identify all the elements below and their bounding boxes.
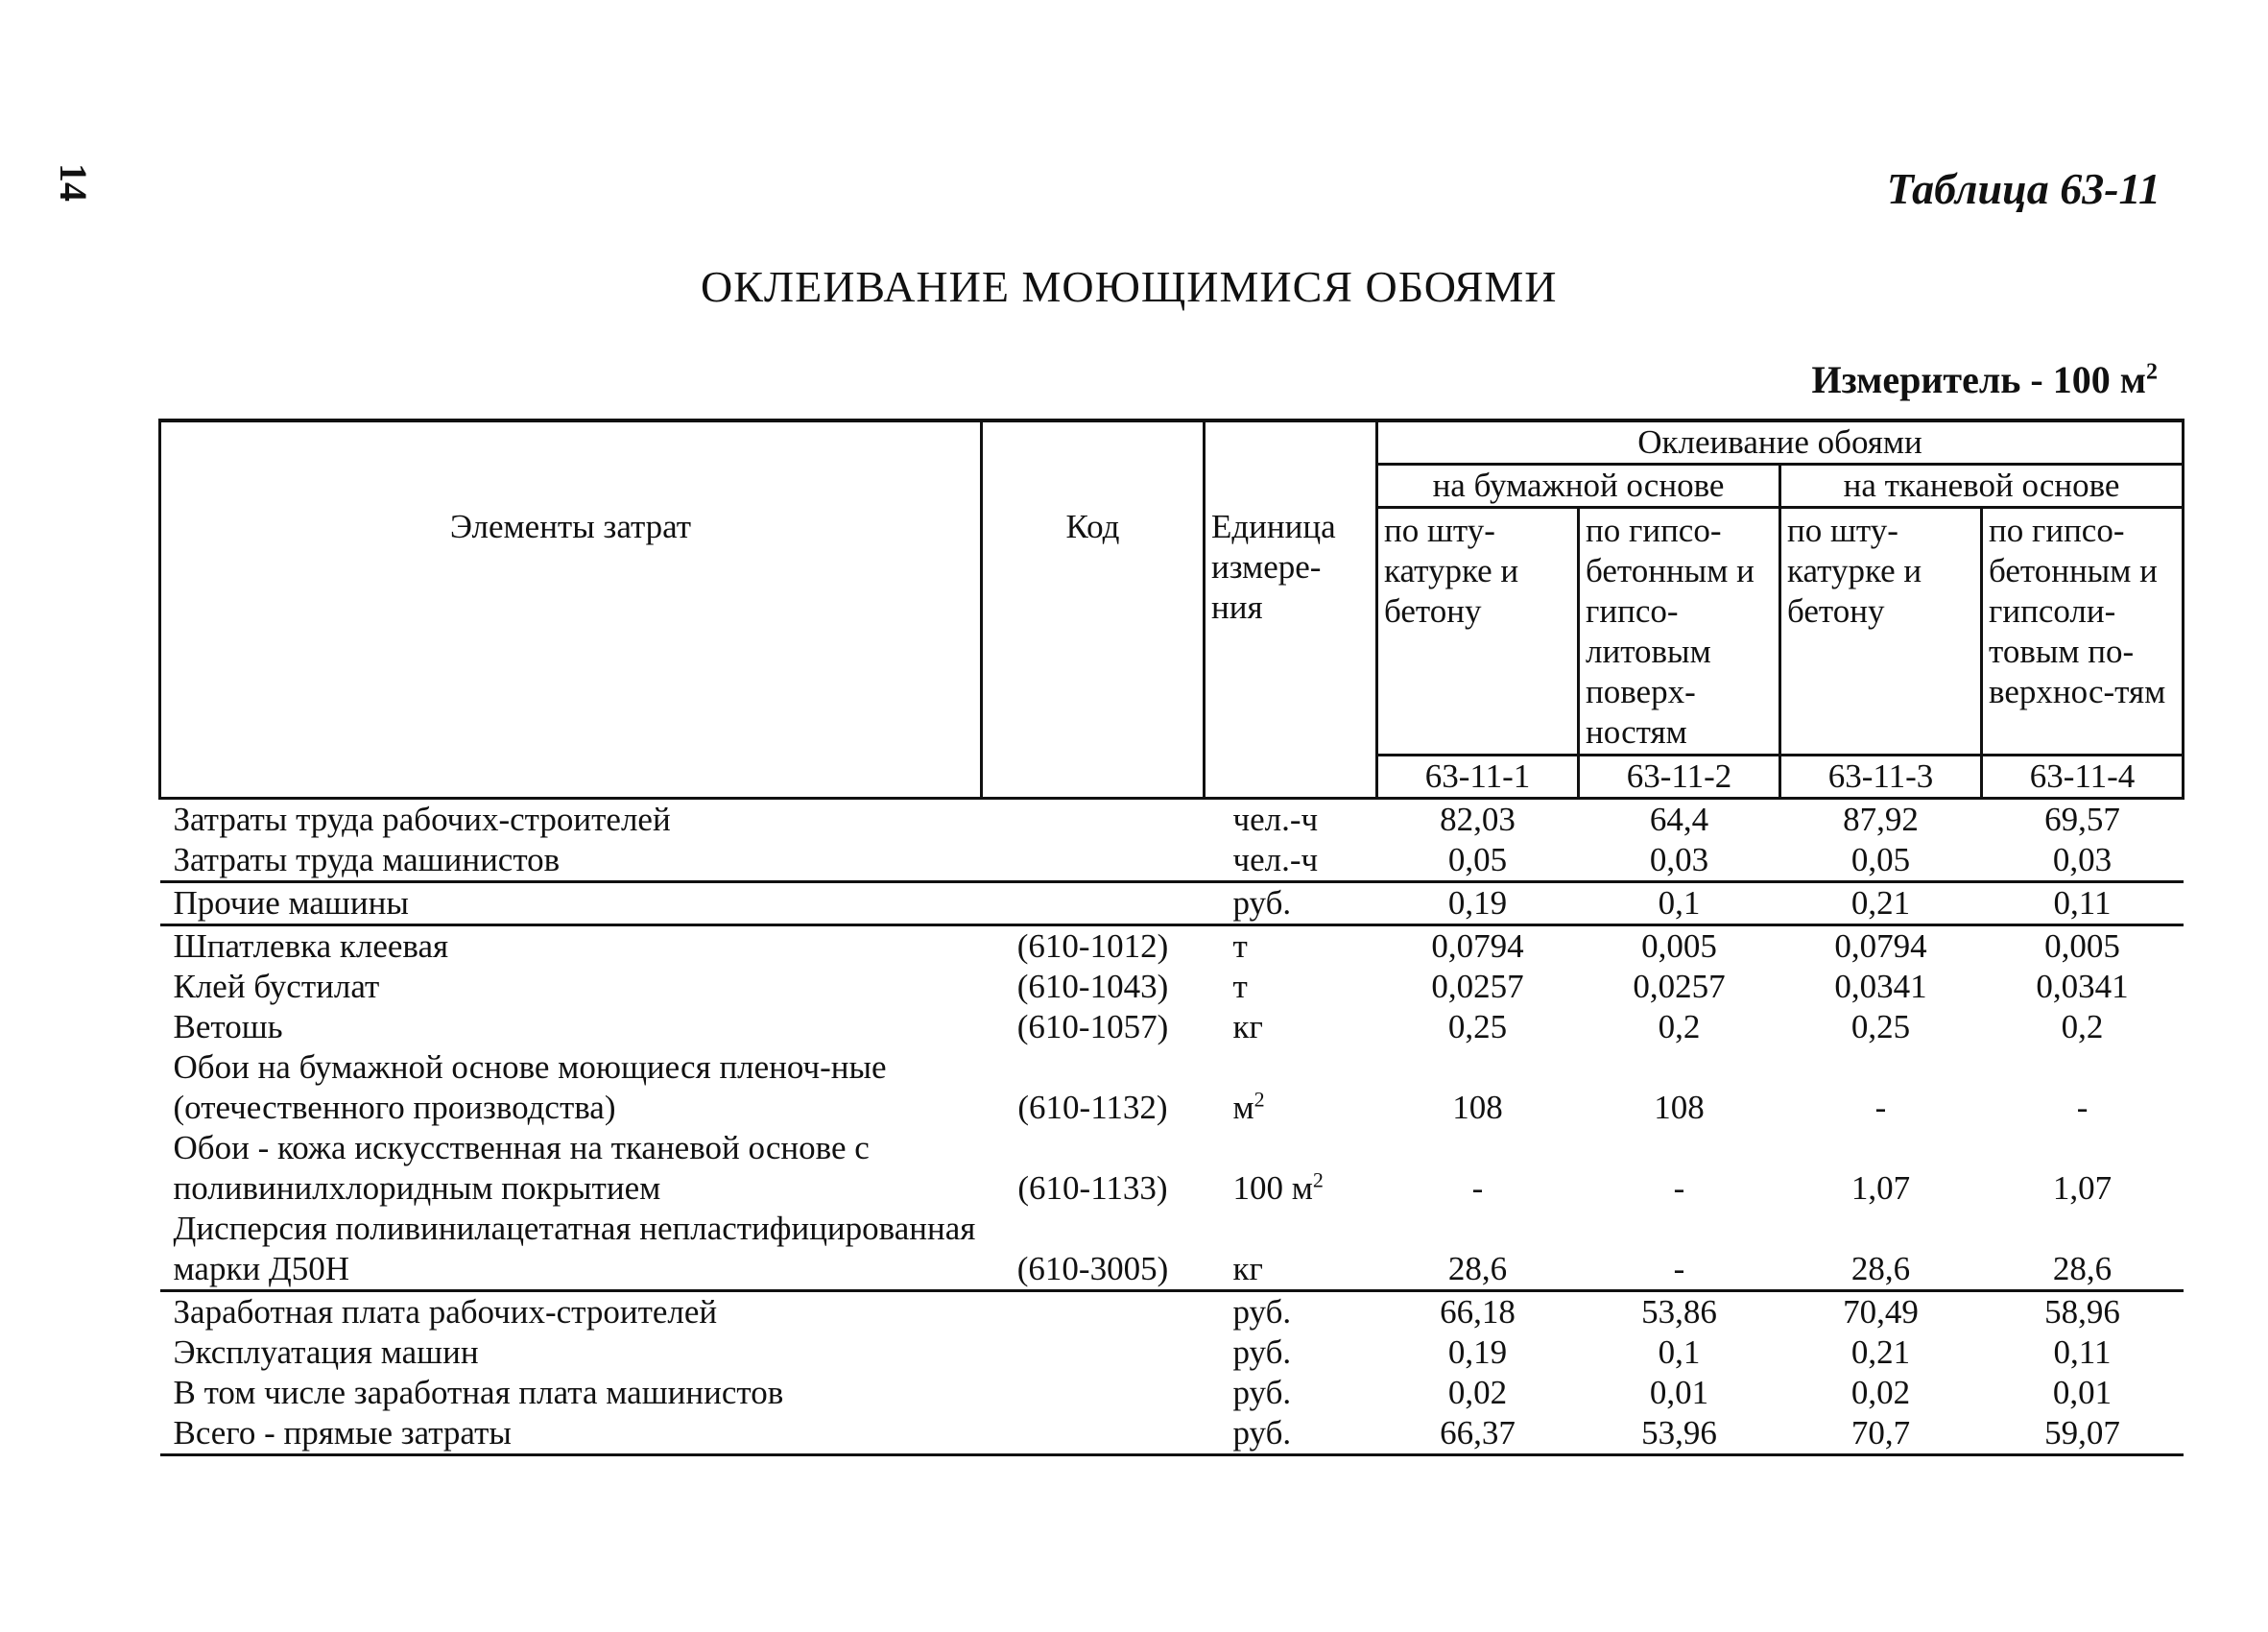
table-row bbox=[160, 1373, 2184, 1413]
document-title: ОКЛЕИВАНИЕ МОЮЩИМИСЯ ОБОЯМИ bbox=[701, 262, 1558, 311]
header-code-3: 63-11-3 bbox=[1780, 756, 1982, 799]
row-name: Всего - прямые затраты bbox=[160, 1413, 982, 1455]
row-code bbox=[982, 1291, 1205, 1333]
row-value-3: 0,0794 bbox=[1834, 927, 1927, 965]
row-value-2: 0,2 bbox=[1658, 1008, 1701, 1045]
row-code: (610-3005) bbox=[982, 1209, 1205, 1291]
table-row bbox=[160, 1128, 2184, 1209]
row-value-2: 64,4 bbox=[1649, 801, 1709, 838]
row-value-2: - bbox=[1579, 1209, 1780, 1291]
row-value-1: 66,37 bbox=[1377, 1413, 1579, 1455]
row-value-2: 0,0257 bbox=[1633, 968, 1726, 1005]
row-name: Клей бустилат bbox=[173, 968, 380, 1005]
row-value-3: 70,49 bbox=[1843, 1293, 1919, 1331]
header-code-1: 63-11-1 bbox=[1377, 756, 1579, 799]
row-value-1: 82,03 bbox=[1440, 801, 1516, 838]
table-row bbox=[160, 1209, 2184, 1291]
row-value-2: 53,96 bbox=[1579, 1413, 1780, 1455]
row-value-4: 59,07 bbox=[1982, 1413, 2184, 1455]
row-code: (610-1057) bbox=[1016, 1008, 1169, 1045]
row-value-3: 0,05 bbox=[1780, 840, 1982, 882]
row-value-2: 0,03 bbox=[1579, 840, 1780, 882]
row-value-3: 0,25 bbox=[1850, 1008, 1911, 1045]
row-value-4: 69,57 bbox=[2044, 801, 2120, 838]
header-col-2: по гипсо-бетонным и гипсо-литовым поверх-ностям bbox=[1579, 508, 1780, 756]
row-code bbox=[982, 1373, 1205, 1413]
table-label: Таблица 63-11 bbox=[1886, 164, 2161, 213]
table-row bbox=[160, 1291, 2184, 1333]
row-name: Ветошь bbox=[173, 1008, 283, 1045]
row-unit bbox=[1205, 1047, 1377, 1128]
table-row bbox=[160, 840, 2184, 882]
row-unit: руб. bbox=[1232, 1293, 1292, 1331]
row-value-4: 28,6 bbox=[1982, 1209, 2184, 1291]
row-name: Заработная плата рабочих-строителей bbox=[173, 1293, 718, 1331]
row-value-1: 0,19 bbox=[1377, 882, 1579, 925]
row-value-3: 0,02 bbox=[1850, 1374, 1911, 1411]
header-sub-fabric: на тканевой основе bbox=[1780, 465, 2184, 508]
row-value-3: 70,7 bbox=[1780, 1413, 1982, 1455]
table-row bbox=[160, 1332, 2184, 1373]
row-code bbox=[982, 1413, 1205, 1455]
row-value-3: - bbox=[1874, 1089, 1887, 1126]
row-code: (610-1132) bbox=[1017, 1089, 1168, 1126]
cost-table bbox=[158, 419, 2184, 1456]
table-row bbox=[160, 799, 2184, 841]
unit-sup: 2 bbox=[1253, 1087, 1265, 1112]
header-elements: Элементы затрат bbox=[160, 420, 982, 799]
row-value-1: 0,02 bbox=[1447, 1374, 1508, 1411]
row-value-4: 0,11 bbox=[1982, 882, 2184, 925]
row-value-1: 0,0257 bbox=[1431, 968, 1524, 1005]
row-value-1: - bbox=[1471, 1169, 1484, 1207]
row-value-1: 0,25 bbox=[1447, 1008, 1508, 1045]
row-value-2: 108 bbox=[1654, 1089, 1705, 1126]
row-name: Обои - кожа искусственная на тканевой основе с поливинилхлоридным покрытием bbox=[173, 1129, 870, 1207]
header-sub-paper: на бумажной основе bbox=[1377, 465, 1780, 508]
header-code: Код bbox=[982, 420, 1205, 799]
row-value-2: 0,1 bbox=[1579, 882, 1780, 925]
row-value-3: 87,92 bbox=[1843, 801, 1919, 838]
row-value-4: 0,03 bbox=[1982, 840, 2184, 882]
row-code: (610-1133) bbox=[1017, 1169, 1168, 1207]
unit-sup: 2 bbox=[1312, 1167, 1324, 1192]
page-number: 14 bbox=[52, 163, 95, 202]
table-row bbox=[160, 1007, 2184, 1047]
row-name: Прочие машины bbox=[160, 882, 982, 925]
row-code bbox=[982, 882, 1205, 925]
row-unit bbox=[1205, 1128, 1377, 1209]
row-value-4: 0,2 bbox=[2061, 1008, 2104, 1045]
row-code bbox=[982, 1332, 1205, 1373]
row-unit: т bbox=[1232, 927, 1248, 965]
header-code-2: 63-11-2 bbox=[1579, 756, 1780, 799]
row-unit: кг bbox=[1205, 1209, 1377, 1291]
row-value-1: 0,19 bbox=[1447, 1333, 1508, 1371]
row-unit: кг bbox=[1232, 1008, 1263, 1045]
table-row bbox=[160, 882, 2184, 925]
row-name: Дисперсия поливинилацетатная непластифицированная марки Д50Н bbox=[160, 1209, 982, 1291]
row-unit: руб. bbox=[1205, 1413, 1377, 1455]
row-value-1: 66,18 bbox=[1440, 1293, 1516, 1331]
table-row bbox=[160, 1413, 2184, 1455]
row-value-2: 0,005 bbox=[1641, 927, 1717, 965]
row-unit: чел.-ч bbox=[1232, 801, 1319, 838]
row-value-2: 0,1 bbox=[1658, 1333, 1701, 1371]
row-unit: т bbox=[1232, 968, 1248, 1005]
header-code-4: 63-11-4 bbox=[1982, 756, 2184, 799]
row-name: Затраты труда машинистов bbox=[160, 840, 982, 882]
row-code: (610-1043) bbox=[1016, 968, 1169, 1005]
row-unit: руб. bbox=[1205, 882, 1377, 925]
row-name: Шпатлевка клеевая bbox=[173, 927, 449, 965]
measure-unit bbox=[1812, 357, 2158, 402]
row-unit: чел.-ч bbox=[1205, 840, 1377, 882]
row-value-1: 0,0794 bbox=[1431, 927, 1524, 965]
row-value-4: 1,07 bbox=[2052, 1169, 2113, 1207]
row-value-4: 0,005 bbox=[2044, 927, 2120, 965]
row-code bbox=[982, 840, 1205, 882]
row-value-3: 1,07 bbox=[1850, 1169, 1911, 1207]
header-group: Оклеивание обоями bbox=[1377, 420, 2184, 465]
table-row bbox=[160, 967, 2184, 1007]
measure-text: Измеритель - 100 м bbox=[1811, 358, 2146, 401]
row-value-1: 28,6 bbox=[1377, 1209, 1579, 1291]
row-value-2: 0,01 bbox=[1649, 1374, 1709, 1411]
row-value-3: 0,0341 bbox=[1834, 968, 1927, 1005]
header-col-1: по шту-катурке и бетону bbox=[1377, 508, 1579, 756]
row-name: В том числе заработная плата машинистов bbox=[173, 1374, 784, 1411]
header-unit: Единица измере-ния bbox=[1205, 420, 1377, 799]
table-row bbox=[160, 1047, 2184, 1128]
row-value-4: 0,0341 bbox=[2036, 968, 2129, 1005]
row-name: Затраты труда рабочих-строителей bbox=[173, 801, 671, 838]
row-value-4: 0,11 bbox=[2053, 1333, 2112, 1371]
measure-sup: 2 bbox=[2146, 359, 2158, 385]
row-value-3: 0,21 bbox=[1850, 1333, 1911, 1371]
table-row bbox=[160, 925, 2184, 968]
row-value-1: 0,05 bbox=[1377, 840, 1579, 882]
row-value-3: 28,6 bbox=[1780, 1209, 1982, 1291]
header-col-3: по шту-катурке и бетону bbox=[1780, 508, 1982, 756]
row-unit: руб. bbox=[1232, 1333, 1292, 1371]
row-value-4: - bbox=[2076, 1089, 2089, 1126]
row-name: Эксплуатация машин bbox=[173, 1333, 479, 1371]
row-value-2: 53,86 bbox=[1641, 1293, 1717, 1331]
row-unit: руб. bbox=[1232, 1374, 1292, 1411]
header-col-4: по гипсо-бетонным и гипсоли-товым по-верхнос-тям bbox=[1982, 508, 2184, 756]
unit-text: м bbox=[1232, 1089, 1254, 1126]
unit-text: 100 м bbox=[1232, 1169, 1313, 1207]
row-value-3: 0,21 bbox=[1780, 882, 1982, 925]
row-code bbox=[982, 799, 1205, 841]
row-value-4: 58,96 bbox=[2044, 1293, 2120, 1331]
row-value-2: - bbox=[1673, 1169, 1685, 1207]
row-value-4: 0,01 bbox=[2052, 1374, 2113, 1411]
row-value-1: 108 bbox=[1452, 1089, 1503, 1126]
row-code: (610-1012) bbox=[1016, 927, 1169, 965]
row-name: Обои на бумажной основе моющиеся пленоч-ные (отечественного производства) bbox=[173, 1048, 887, 1126]
